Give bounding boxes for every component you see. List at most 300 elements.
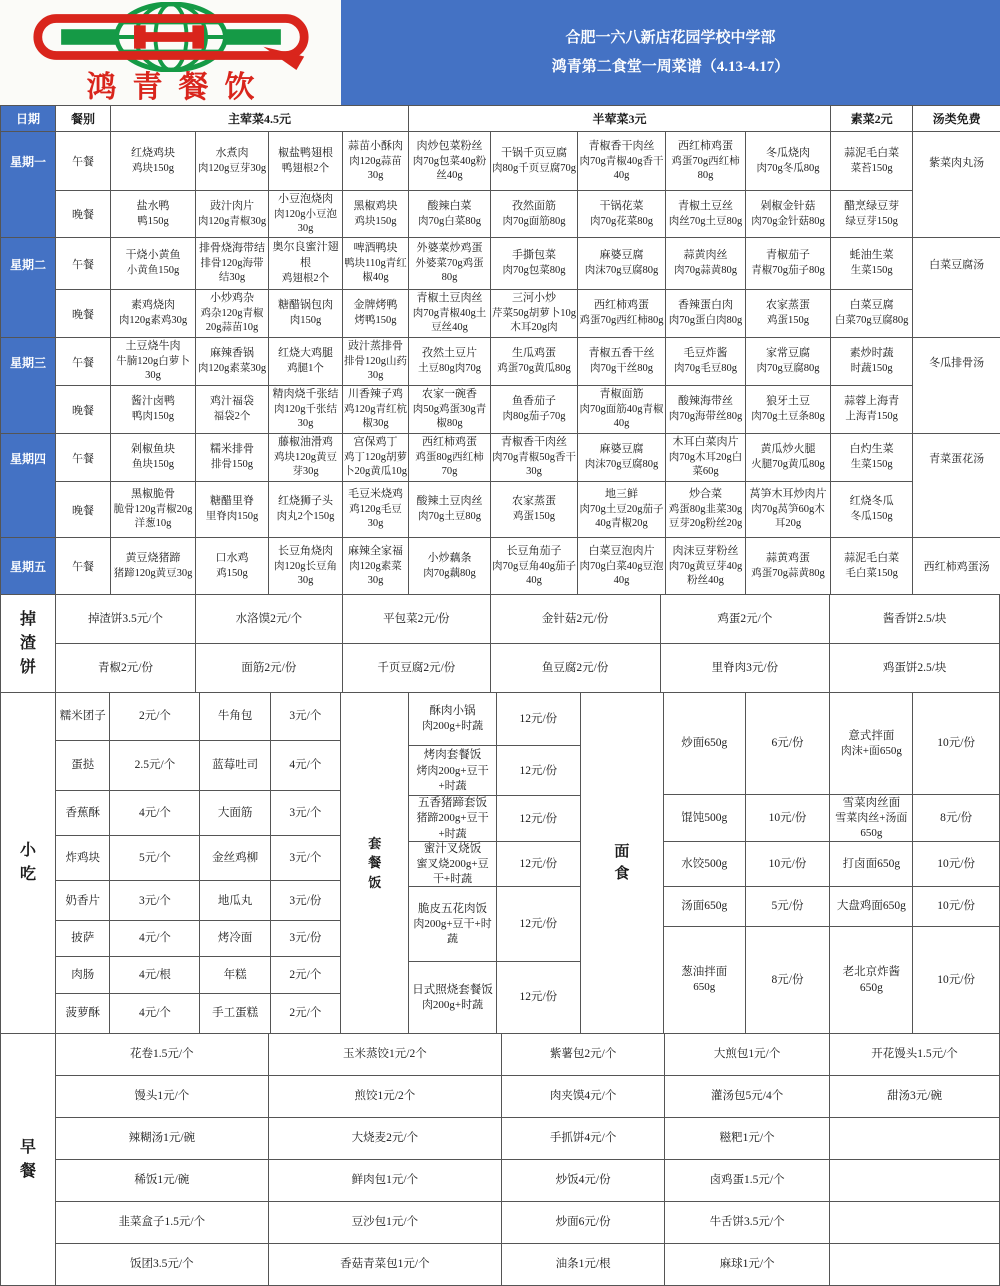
- dish-name: 蒜泥毛白菜: [832, 146, 911, 162]
- dish-name: 土豆烧牛肉: [112, 339, 194, 355]
- half-dish-cell: [491, 132, 578, 191]
- dish-spec: 肉丝70g土豆80g: [667, 215, 744, 229]
- snack-price: 4元/根: [110, 957, 199, 993]
- dish-spec: 肉70g干丝80g: [579, 362, 664, 376]
- dish-name: 生瓜鸡蛋: [492, 346, 576, 362]
- dish-name: 毛豆炸酱: [667, 346, 744, 362]
- dish-name: 剁椒鱼块: [112, 442, 194, 458]
- dish-name: 麻辣香锅: [197, 346, 267, 362]
- veg-dish-cell: [831, 238, 913, 290]
- dish-name: 青椒五香干丝: [579, 346, 664, 362]
- set-meal-price: 12元/份: [497, 746, 580, 795]
- menu-row: [1, 238, 1000, 290]
- breakfast-item: 手抓饼4元/个: [502, 1118, 664, 1159]
- dish-spec: 鸡150g: [197, 567, 267, 581]
- dish-spec: 肉70g豆腐80g: [747, 362, 829, 376]
- dzb-item: 千页豆腐2元/份: [343, 644, 490, 692]
- header-meal: 餐别: [56, 106, 111, 132]
- soup-name: 西红柿鸡蛋汤: [914, 538, 999, 594]
- dish-name: 青椒香干肉丝: [492, 435, 576, 451]
- dish-name: 蒜苗小酥肉: [344, 139, 407, 155]
- dish-spec: 鸡块150g: [344, 215, 407, 229]
- dish-spec: 鸡蛋80g韭菜30g豆芽20g粉丝20g: [667, 503, 744, 531]
- main-dish-cell: [343, 386, 409, 434]
- dish-spec: 肉70g面筋40g青椒40g: [579, 403, 664, 431]
- dish-name: 精肉烧千张结: [270, 387, 341, 403]
- dish-name: 红烧大鸡腿: [270, 346, 341, 362]
- noodle-spec: 650g: [693, 980, 715, 995]
- dish-name: 黄豆烧猪蹄: [112, 551, 194, 567]
- dzb-item: 里脊肉3元/份: [661, 644, 830, 692]
- noodle-price: 5元/份: [746, 887, 830, 927]
- main-dish-cell: [111, 191, 196, 238]
- dish-name: 蒜黄鸡蛋: [747, 551, 829, 567]
- dish-spec: 鸡蛋150g: [492, 510, 576, 524]
- dish-spec: 肉丸2个150g: [270, 510, 341, 524]
- dzb-item: 酱香饼2.5/块: [830, 595, 999, 643]
- dish-name: 豉汁蒸排骨: [344, 339, 407, 355]
- dish-name: 黑椒鸡块: [344, 199, 407, 215]
- day-label-3: [1, 338, 56, 434]
- menu-title: 鸿青第二食堂一周菜谱（4.13-4.17）: [552, 53, 790, 82]
- set-meal-name: [409, 842, 495, 886]
- day-label-text: 星期五: [2, 538, 54, 594]
- dish-name: 酸辣土豆肉丝: [410, 494, 489, 510]
- set-meal-title: 烤肉套餐饭: [424, 747, 482, 763]
- dish-name: 长豆角烧肉: [270, 544, 341, 560]
- dish-spec: 鸡120g青红杭椒30g: [344, 403, 407, 431]
- dish-spec: 鸡蛋150g: [747, 314, 829, 328]
- snack-name: 菠萝酥: [56, 994, 109, 1033]
- dzb-item: 金针菇2元/份: [491, 595, 660, 643]
- dish-name: 农家蒸蛋: [747, 298, 829, 314]
- meal-label: 午餐: [56, 538, 111, 595]
- dish-spec: 鸡杂120g青椒20g蒜苗10g: [197, 307, 267, 335]
- half-dish-cell: [409, 538, 491, 595]
- main-dish-cell: [269, 191, 343, 238]
- noodle-name: [664, 887, 745, 927]
- noodle-name: [830, 887, 912, 927]
- dish-name: 农家一碗香: [410, 387, 489, 403]
- half-dish-cell: [666, 538, 746, 595]
- dish-spec: 鸡蛋70g蒜黄80g: [747, 567, 829, 581]
- dish-name: 水煮肉: [197, 146, 267, 162]
- half-dish-cell: [578, 191, 666, 238]
- dish-spec: 肉80g千页豆腐70g: [492, 162, 576, 176]
- dish-name: 小炒藕条: [410, 551, 489, 567]
- main-dish-cell: [196, 482, 269, 538]
- soup-cell: [913, 132, 1000, 238]
- diaozhabing-section: [0, 595, 1000, 693]
- section-label-breakfast: 早 餐: [1, 1034, 55, 1285]
- half-dish-cell: [409, 338, 491, 386]
- breakfast-item: 炒饭4元/份: [502, 1160, 664, 1201]
- meal-label: 晚餐: [56, 482, 111, 538]
- breakfast-item: 开花馒头1.5元/个: [830, 1034, 999, 1075]
- dish-spec: 鸡蛋80g西红柿70g: [410, 451, 489, 479]
- dish-name: 肉炒包菜粉丝: [410, 139, 489, 155]
- snack-name: 年糕: [200, 957, 269, 993]
- dish-spec: 肉120g千张结30g: [270, 403, 341, 431]
- dish-spec: 肉70g蛋白肉80g: [667, 314, 744, 328]
- breakfast-item: 馒头1元/个: [56, 1076, 268, 1117]
- half-dish-cell: [578, 132, 666, 191]
- dish-spec: 肉70g面筋80g: [492, 215, 576, 229]
- dish-name: 麻辣全家福: [344, 544, 407, 560]
- dish-name: 糯米排骨: [197, 442, 267, 458]
- soup-name: 紫菜肉丸汤: [914, 132, 999, 191]
- snack-name: 地瓜丸: [200, 881, 269, 920]
- breakfast-item: 饭团3.5元/个: [56, 1244, 268, 1285]
- main-dish-cell: [196, 434, 269, 482]
- soup-cell: [913, 238, 1000, 338]
- logo: [0, 0, 341, 105]
- menu-row: [1, 132, 1000, 191]
- dzb-item: 掉渣饼3.5元/个: [56, 595, 195, 643]
- dish-name: 素鸡烧肉: [112, 298, 194, 314]
- dish-spec: 肉70g黄豆芽40g粉丝40g: [667, 560, 744, 588]
- dish-spec: 烤鸭150g: [344, 314, 407, 328]
- breakfast-item: 稀饭1元/碗: [56, 1160, 268, 1201]
- dish-spec: 鸡腿1个: [270, 362, 341, 376]
- header-date: 日期: [1, 106, 56, 132]
- meal-label: 午餐: [56, 434, 111, 482]
- half-dish-cell: [491, 482, 578, 538]
- veg-dish-cell: [831, 132, 913, 191]
- dish-spec: 肉70g蒜黄80g: [667, 264, 744, 278]
- breakfast-item: 豆沙包1元/个: [269, 1202, 502, 1243]
- dish-spec: 生菜150g: [832, 264, 911, 278]
- dish-spec: 鸡120g毛豆30g: [344, 503, 407, 531]
- dish-spec: 肉80g茄子70g: [492, 410, 576, 424]
- half-dish-cell: [578, 238, 666, 290]
- dish-name: 西红柿鸡蛋: [410, 435, 489, 451]
- noodle-price: 8元/份: [746, 927, 830, 1033]
- dish-spec: 上海青150g: [832, 410, 911, 424]
- dish-name: 孜然土豆片: [410, 346, 489, 362]
- half-dish-cell: [578, 386, 666, 434]
- snack-name: 金丝鸡柳: [200, 836, 269, 880]
- noodle-title: 水饺500g: [681, 856, 727, 872]
- main-dish-cell: [196, 538, 269, 595]
- day-label-text: 星期三: [2, 338, 54, 386]
- main-dish-cell: [343, 434, 409, 482]
- soup-name: 冬瓜排骨汤: [914, 338, 999, 386]
- dish-name: 蒜黄肉丝: [667, 248, 744, 264]
- half-dish-cell: [491, 386, 578, 434]
- half-dish-cell: [578, 434, 666, 482]
- main-dish-cell: [196, 338, 269, 386]
- dish-spec: 肉120g素菜30g: [344, 560, 407, 588]
- snack-name: 蓝莓吐司: [200, 741, 269, 790]
- noodle-price: 10元/份: [913, 887, 999, 927]
- day-label-text: 星期四: [2, 434, 54, 482]
- menu-row: [1, 482, 1000, 538]
- snack-name: 披萨: [56, 921, 109, 955]
- snack-name: 炸鸡块: [56, 836, 109, 880]
- snack-price: 3元/份: [271, 921, 340, 955]
- half-dish-cell: [578, 538, 666, 595]
- half-dish-cell: [666, 338, 746, 386]
- veg-dish-cell: [831, 434, 913, 482]
- breakfast-item: 灌汤包5元/4个: [665, 1076, 829, 1117]
- snack-price: 3元/个: [110, 881, 199, 920]
- globe-logo-icon: [6, 2, 336, 72]
- dzb-item: 青椒2元/份: [56, 644, 195, 692]
- half-dish-cell: [409, 132, 491, 191]
- noodle-title: 打卤面650g: [843, 856, 901, 872]
- snack-name: 肉肠: [56, 957, 109, 993]
- dish-name: 西红柿鸡蛋: [667, 139, 744, 155]
- main-dish-cell: [111, 290, 196, 338]
- dish-name: 冬瓜烧肉: [747, 146, 829, 162]
- half-dish-cell: [746, 338, 831, 386]
- dish-name: 宫保鸡丁: [344, 435, 407, 451]
- half-dish-cell: [666, 290, 746, 338]
- menu-row: [1, 538, 1000, 595]
- snack-price: 2元/个: [110, 693, 199, 740]
- main-dish-cell: [269, 482, 343, 538]
- noodle-name: [664, 693, 745, 794]
- dish-name: 麻婆豆腐: [579, 442, 664, 458]
- snack-name: 大面筋: [200, 791, 269, 835]
- dish-spec: 肉70g藕80g: [410, 567, 489, 581]
- dish-spec: 肉70g青椒40g香干40g: [579, 155, 664, 183]
- veg-dish-cell: [831, 290, 913, 338]
- dish-name: 莴笋木耳炒肉片: [747, 487, 829, 503]
- menu-row: [1, 290, 1000, 338]
- breakfast-item: [830, 1160, 999, 1201]
- snack-name: 烤冷面: [200, 921, 269, 955]
- half-dish-cell: [578, 290, 666, 338]
- dish-spec: 鸭块110g青红椒40g: [344, 257, 407, 285]
- dish-name: 糖醋里脊: [197, 494, 267, 510]
- dish-name: 狼牙土豆: [747, 394, 829, 410]
- half-dish-cell: [409, 191, 491, 238]
- half-dish-cell: [491, 434, 578, 482]
- dzb-item: 水洛馍2元/个: [196, 595, 342, 643]
- dish-spec: 肉70g土豆80g: [410, 510, 489, 524]
- half-dish-cell: [491, 191, 578, 238]
- dish-name: 干烧小黄鱼: [112, 248, 194, 264]
- snack-price: 4元/个: [271, 741, 340, 790]
- dish-name: 鸡汁福袋: [197, 394, 267, 410]
- dzb-item: 面筋2元/份: [196, 644, 342, 692]
- dish-spec: 鸡块150g: [112, 162, 194, 176]
- noodle-name: [830, 693, 912, 794]
- dish-name: 孜然面筋: [492, 199, 576, 215]
- main-dish-cell: [111, 538, 196, 595]
- meal-label: 午餐: [56, 338, 111, 386]
- noodle-name: [664, 927, 745, 1033]
- noodle-title: 雪菜肉丝面: [843, 795, 901, 811]
- veg-dish-cell: [831, 191, 913, 238]
- meal-label: 晚餐: [56, 386, 111, 434]
- set-meal-name: [409, 693, 495, 745]
- dish-spec: 鸡蛋70g西红柿80g: [579, 314, 664, 328]
- breakfast-item: 卤鸡蛋1.5元/个: [665, 1160, 829, 1201]
- set-meal-title: 日式照烧套餐饭: [412, 982, 493, 998]
- set-meal-spec: 蜜叉烧200g+豆干+时蔬: [411, 857, 493, 887]
- dish-name: 青椒香干肉丝: [579, 139, 664, 155]
- dish-name: 豉汁肉片: [197, 199, 267, 215]
- dish-spec: 鸭翅根2个: [270, 162, 341, 176]
- main-dish-cell: [111, 338, 196, 386]
- dish-spec: 肉120g长豆角30g: [270, 560, 341, 588]
- noodle-name: [830, 842, 912, 885]
- header-veg: 素菜2元: [831, 106, 913, 132]
- main-dish-cell: [269, 434, 343, 482]
- main-dish-cell: [196, 386, 269, 434]
- main-dish-cell: [343, 191, 409, 238]
- dish-spec: 肉70g花菜80g: [579, 215, 664, 229]
- set-meal-price: 12元/份: [497, 693, 580, 745]
- dish-spec: 毛白菜150g: [832, 567, 911, 581]
- dish-spec: 鸡丁120g胡萝卜20g黄瓜10g: [344, 451, 407, 479]
- noodle-title: 馄饨500g: [681, 810, 727, 826]
- dish-name: 香辣蛋白肉: [667, 298, 744, 314]
- noodle-price: 8元/份: [913, 795, 999, 841]
- noodle-price: 10元/份: [913, 842, 999, 885]
- dish-spec: 外婆菜70g鸡蛋80g: [410, 257, 489, 285]
- breakfast-item: 香菇青菜包1元/个: [269, 1244, 502, 1285]
- snack-price: 2元/个: [271, 994, 340, 1033]
- dish-name: 醋烹绿豆芽: [832, 199, 911, 215]
- dish-spec: 肉70g土豆20g茄子40g青椒20g: [579, 503, 664, 531]
- dish-spec: 肉70g包菜80g: [492, 264, 576, 278]
- dish-spec: 绿豆芽150g: [832, 215, 911, 229]
- dish-name: 剁椒金针菇: [747, 199, 829, 215]
- main-dish-cell: [343, 290, 409, 338]
- dish-spec: 脆骨120g青椒20g洋葱10g: [112, 503, 194, 531]
- dish-spec: 牛腩120g白萝卜30g: [112, 355, 194, 383]
- set-meal-spec: 肉200g+时蔬: [422, 719, 483, 734]
- half-dish-cell: [491, 338, 578, 386]
- noodle-title: 大盘鸡面650g: [837, 898, 906, 914]
- dish-spec: 肉70g土豆条80g: [747, 410, 829, 424]
- half-dish-cell: [746, 386, 831, 434]
- dish-spec: 肉70g白菜40g豆泡40g: [579, 560, 664, 588]
- breakfast-item: 麻球1元/个: [665, 1244, 829, 1285]
- half-dish-cell: [409, 482, 491, 538]
- noodle-name: [664, 795, 745, 841]
- half-dish-cell: [746, 238, 831, 290]
- main-dish-cell: [269, 132, 343, 191]
- set-meal-title: 五香猪蹄套饭: [418, 796, 487, 811]
- dish-name: 干锅花菜: [579, 199, 664, 215]
- meal-label: 晚餐: [56, 290, 111, 338]
- veg-dish-cell: [831, 482, 913, 538]
- soup-cell: [913, 338, 1000, 434]
- veg-dish-cell: [831, 386, 913, 434]
- half-dish-cell: [409, 238, 491, 290]
- dish-spec: 肉70g莴笋60g木耳20g: [747, 503, 829, 531]
- half-dish-cell: [409, 290, 491, 338]
- half-dish-cell: [491, 238, 578, 290]
- breakfast-item: 炒面6元/份: [502, 1202, 664, 1243]
- dish-spec: 肉120g青椒30g: [197, 215, 267, 229]
- breakfast-item: 韭菜盒子1.5元/个: [56, 1202, 268, 1243]
- dish-name: 奥尔良蜜汁翅根: [270, 240, 341, 272]
- noodle-name: [664, 842, 745, 885]
- snacks-section: [0, 693, 1000, 1034]
- dish-name: 红烧鸡块: [112, 146, 194, 162]
- school-title: 合肥一六八新店花园学校中学部: [565, 24, 775, 53]
- dish-name: 地三鲜: [579, 487, 664, 503]
- dish-name: 毛豆米烧鸡: [344, 487, 407, 503]
- dish-spec: 小黄鱼150g: [112, 264, 194, 278]
- set-meal-price: 12元/份: [497, 796, 580, 840]
- dzb-item: 平包菜2元/份: [343, 595, 490, 643]
- snack-price: 3元/个: [271, 791, 340, 835]
- main-dish-cell: [269, 238, 343, 290]
- snack-price: 3元/份: [271, 881, 340, 920]
- breakfast-item: 牛舌饼3.5元/个: [665, 1202, 829, 1243]
- noodle-name: [830, 927, 912, 1033]
- snack-price: 4元/个: [110, 994, 199, 1033]
- breakfast-item: [830, 1244, 999, 1285]
- noodle-spec: 肉沫+面650g: [841, 744, 902, 759]
- set-meal-spec: 烤肉200g+豆干+时蔬: [411, 764, 493, 795]
- dish-name: 酱汁卤鸭: [112, 394, 194, 410]
- dish-spec: 鸡块120g黄豆芽30g: [270, 451, 341, 479]
- header-main-dish: 主荤菜4.5元: [111, 106, 409, 132]
- noodle-title: 葱油拌面: [681, 964, 727, 980]
- menu-row: [1, 338, 1000, 386]
- weekly-menu-table: [0, 105, 1000, 595]
- half-dish-cell: [491, 290, 578, 338]
- veg-dish-cell: [831, 338, 913, 386]
- day-label-5: [1, 538, 56, 595]
- dish-spec: 肉70g青椒50g香干30g: [492, 451, 576, 479]
- dish-spec: 鸡翅根2个: [270, 272, 341, 286]
- dish-spec: 肉70g海带丝80g: [667, 410, 744, 424]
- snack-name: 手工蛋糕: [200, 994, 269, 1033]
- main-dish-cell: [196, 290, 269, 338]
- dish-spec: 福袋2个: [197, 410, 267, 424]
- breakfast-item: 大煎包1元/个: [665, 1034, 829, 1075]
- dish-spec: 肉70g冬瓜80g: [747, 162, 829, 176]
- dish-spec: 排骨120g海带结30g: [197, 257, 267, 285]
- set-meal-price: 12元/份: [497, 962, 580, 1033]
- dish-name: 白灼生菜: [832, 442, 911, 458]
- breakfast-item: 辣糊汤1元/碗: [56, 1118, 268, 1159]
- dish-name: 青椒茄子: [747, 248, 829, 264]
- day-label-text: 星期一: [2, 132, 54, 191]
- dish-name: 椒盐鸭翅根: [270, 146, 341, 162]
- dish-spec: 肉70g白菜80g: [410, 215, 489, 229]
- half-dish-cell: [666, 132, 746, 191]
- noodle-price: 10元/份: [746, 795, 830, 841]
- dish-name: 干锅千页豆腐: [492, 146, 576, 162]
- half-dish-cell: [666, 434, 746, 482]
- snack-price: 4元/个: [110, 791, 199, 835]
- dzb-item: 鸡蛋2元/个: [661, 595, 830, 643]
- dish-name: 啤酒鸭块: [344, 241, 407, 257]
- dish-name: 口水鸡: [197, 551, 267, 567]
- dish-spec: 肉70g木耳20g白菜60g: [667, 451, 744, 479]
- breakfast-item: 花卷1.5元/个: [56, 1034, 268, 1075]
- noodle-price: 10元/份: [746, 842, 830, 885]
- set-meal-price: 12元/份: [497, 842, 580, 886]
- dish-name: 青椒土豆肉丝: [410, 291, 489, 307]
- dish-spec: 肉50g鸡蛋30g青椒80g: [410, 403, 489, 431]
- dish-spec: 肉70g青椒40g土豆丝40g: [410, 307, 489, 335]
- noodle-title: 意式拌面: [848, 728, 894, 744]
- dish-spec: 火腿70g黄瓜80g: [747, 458, 829, 472]
- half-dish-cell: [746, 290, 831, 338]
- dish-name: 金牌烤鸭: [344, 298, 407, 314]
